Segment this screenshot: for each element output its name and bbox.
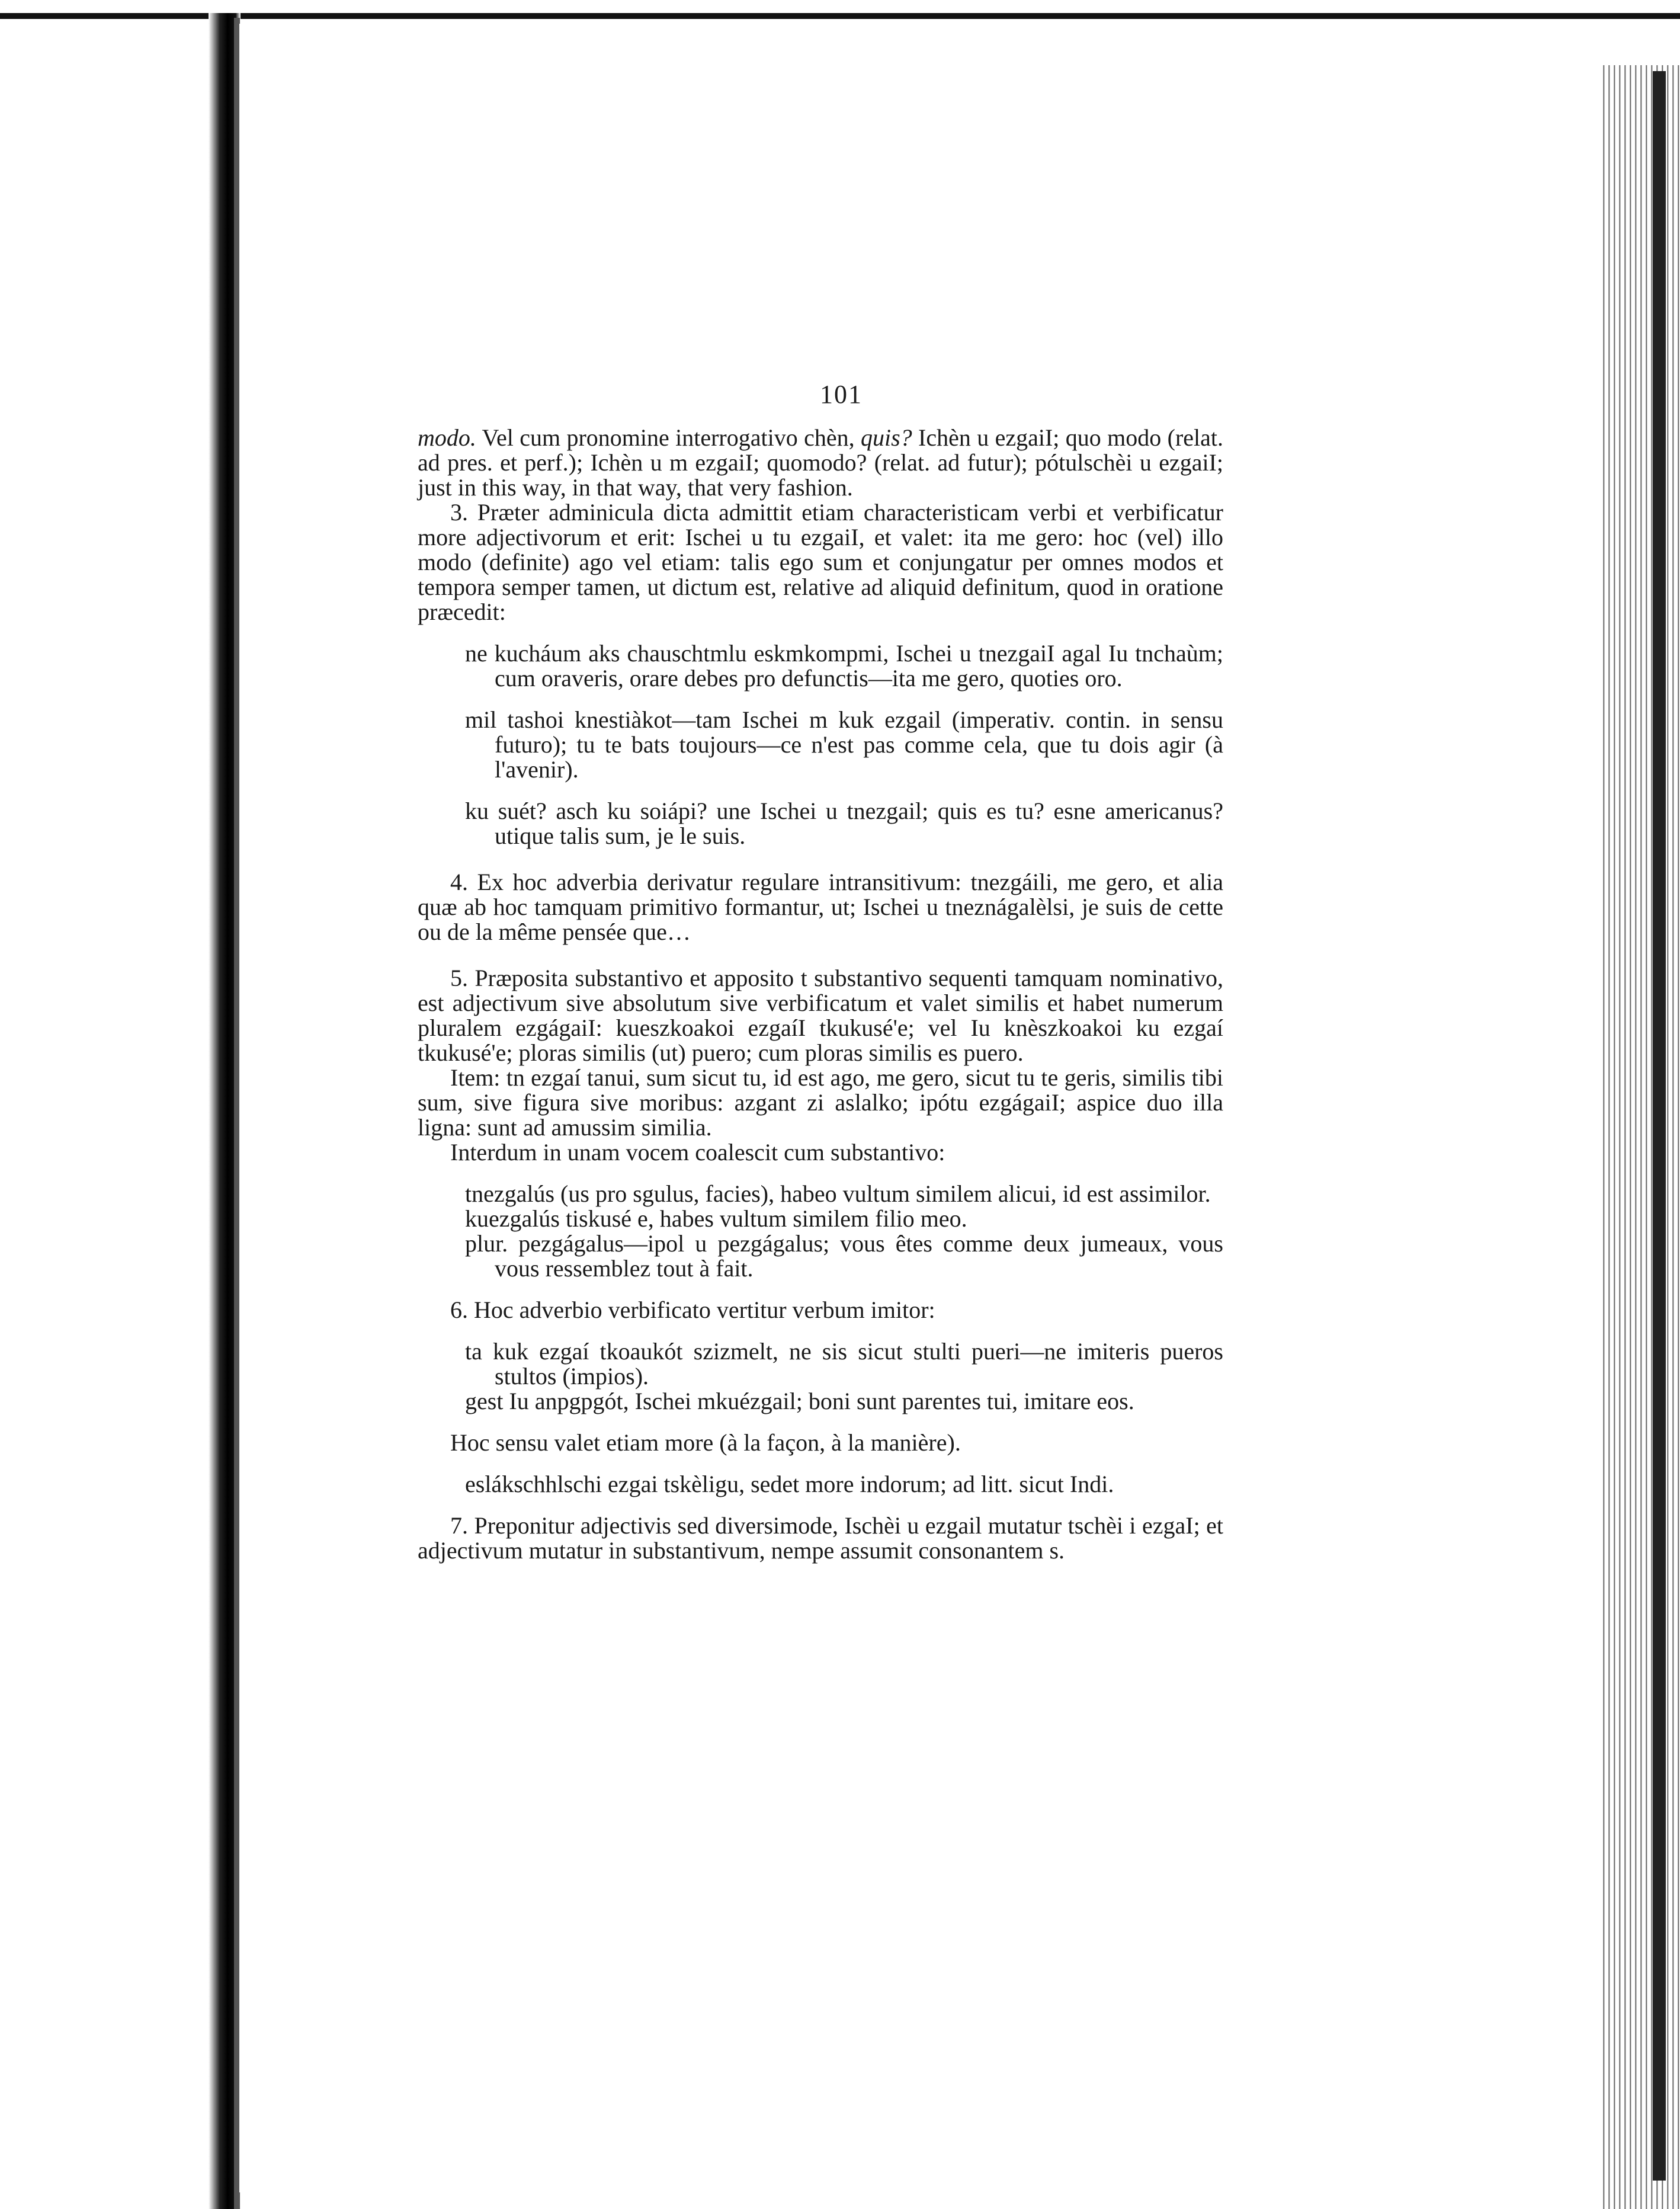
page-number: 101 xyxy=(820,380,863,409)
paragraph-5: 5. Præposita substantivo et apposito t substantivo sequenti tamquam nominativo, est adjectivum sive absolutum sive verbificatum et valet similis et habet numerum pluralem ezgágaiI: kueszkoakoi ezgaíI tkukusé'e; vel Iu knèszkoakoi ku ezgaí tkukusé'e; ploras similis (ut) puero; cum ploras similis es puero. xyxy=(418,965,1223,1066)
paragraph-interdum: Interdum in unam vocem coalescit cum substantivo: xyxy=(450,1139,945,1166)
lead-word: modo. xyxy=(418,424,476,451)
paragraph-6: 6. Hoc adverbio verbificato vertitur verbum imitor: xyxy=(450,1296,935,1323)
page-stack-shadow xyxy=(1653,71,1666,2181)
top-edge-shadow xyxy=(0,13,1680,19)
paragraph-7: 7. Preponitur adjectivis sed diversimode, Ischèi u ezgail mutatur tschèi i ezgaI; et adjectivum mutatur in substantivum, nempe assumit consonantem s. xyxy=(418,1512,1223,1564)
example-item: tnezgalús (us pro sgulus, facies), habeo vultum similem alicui, id est assimilor. xyxy=(465,1180,1211,1207)
example-item: kuezgalús tiskusé e, habes vultum similem filio meo. xyxy=(465,1205,967,1232)
body-text xyxy=(418,425,1223,1563)
paragraph-text: Ichèn u ezgaiI; quo modo (relat. ad pres. et perf.); Ichèn u m ezgaiI; quomodo? (relat. ad futur); pótulschèi u ezgaiI; just in this way, in that way, that very fashion. xyxy=(418,424,1224,501)
facing-page xyxy=(0,19,213,2209)
example-item: plur. pezgágalus—ipol u pezgágalus; vous êtes comme deux jumeaux, vous vous ressemblez tout à fait. xyxy=(465,1230,1223,1282)
example-item: ne kucháum aks chauschtmlu eskmkompmi, Ischei u tnezgaiI agal Iu tnchaùm; cum oraveris, orare debes pro defunctis—ita me gero, quoties oro. xyxy=(465,640,1223,691)
example-item: mil tashoi knestiàkot—tam Ischei m kuk ezgail (imperativ. contin. in sensu futuro); tu te bats toujours—ce n'est pas comme cela, que tu dois agir (à l'avenir). xyxy=(465,706,1223,783)
paragraph-4: 4. Ex hoc adverbia derivatur regulare intransitivum: tnezgáili, me gero, et alia quæ ab hoc tamquam primitivo formantur, ut; Ischei u tneznágalèlsi, je suis de cette ou de la même pensée que… xyxy=(418,869,1223,945)
page-stack-edge xyxy=(1599,65,1680,2209)
paragraph-modo xyxy=(418,425,1223,500)
example-item: ku suét? asch ku soiápi? une Ischei u tnezgail; quis es tu? esne americanus? utique talis sum, je le suis. xyxy=(465,798,1223,849)
paragraph-text: Vel cum pronomine interrogativo chèn, xyxy=(476,424,861,451)
paragraph-item: Item: tn ezgaí tanui, sum sicut tu, id est ago, me gero, sicut tu te geris, similis tibi sum, sive figura sive moribus: azgant zi aslalko; ipótu ezgágaiI; aspice duo illa ligna: sunt ad amussim similia. xyxy=(418,1064,1223,1141)
paragraph-text: Præter adminicula dicta admittit etiam characteristicam verbi et verbificatur more adjectivorum et erit: Ischei u tu ezgaiI, et valet: ita me gero: hoc (vel) illo modo (definite) ago vel etiam: talis ego sum et conjungatur per omnes modos et tempora semper tamen, ut dictum est, relative ad aliquid definitum, quod in oratione præcedit: xyxy=(418,499,1223,625)
example-item: gest Iu anpgpgót, Ischei mkuézgail; boni sunt parentes tui, imitare eos. xyxy=(465,1388,1134,1414)
example-item: eslákschhlschi ezgai tskèligu, sedet more indorum; ad litt. sicut Indi. xyxy=(465,1471,1114,1497)
paragraph-number: 3. xyxy=(450,499,468,526)
italic-word: quis? xyxy=(860,424,912,451)
example-item: ta kuk ezgaí tkoaukót szizmelt, ne sis sicut stulti pueri—ne imiteris pueros stultos (impios). xyxy=(465,1338,1223,1390)
paragraph-3 xyxy=(418,500,1223,625)
paragraph-hoc-sensu: Hoc sensu valet etiam more (à la façon, à la manière). xyxy=(450,1429,961,1456)
